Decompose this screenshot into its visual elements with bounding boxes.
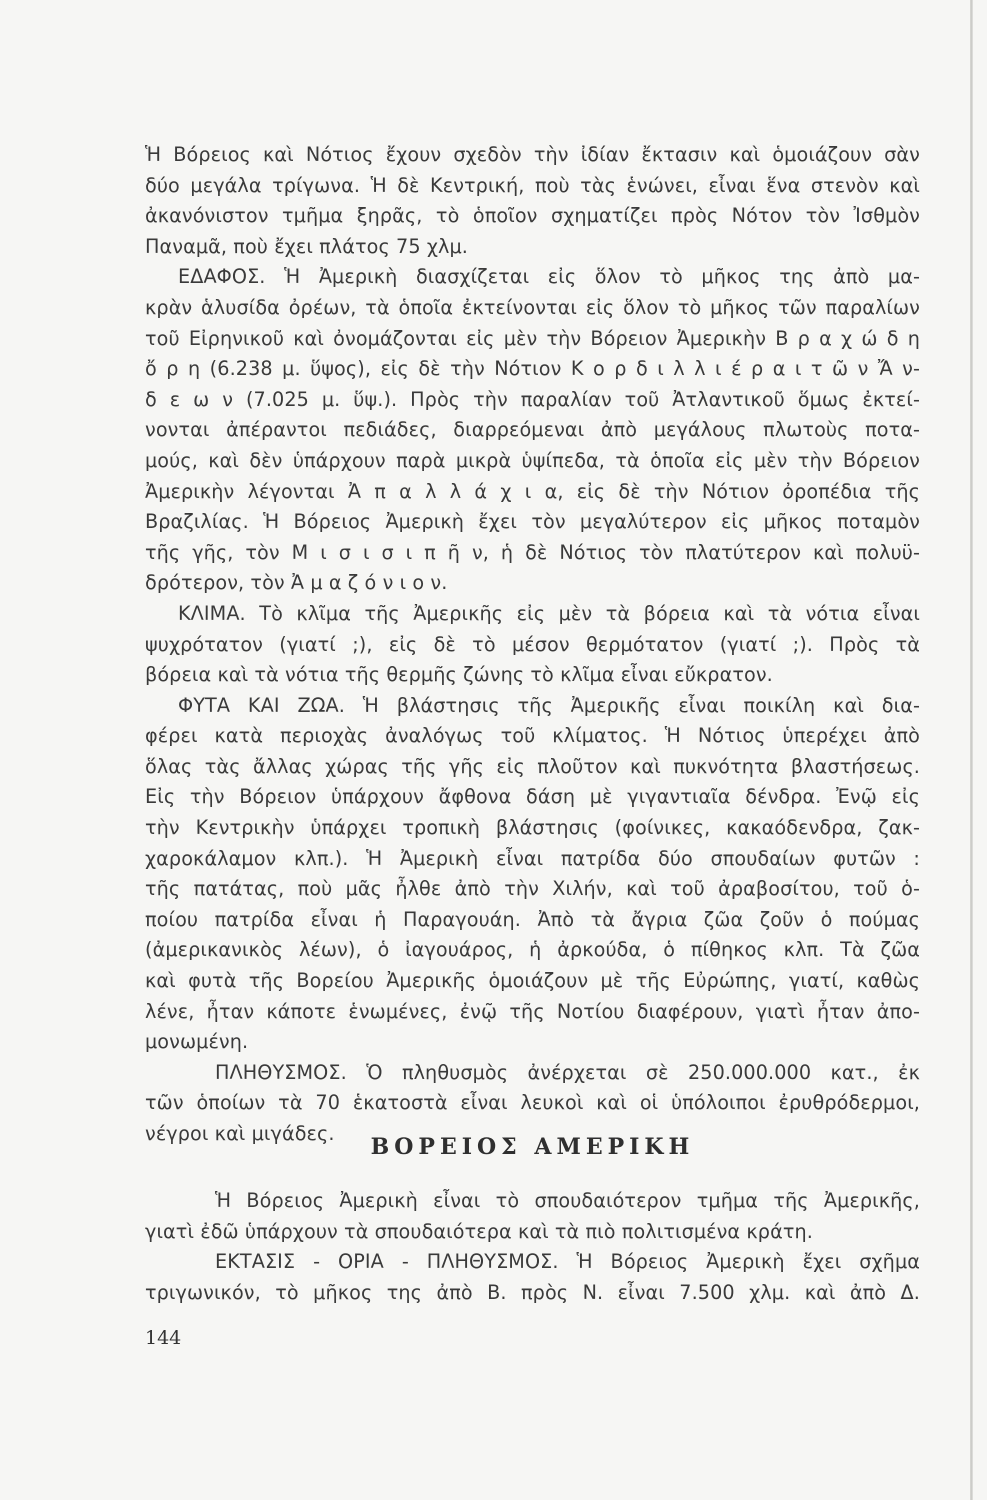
text-line: λένε, ἦταν κάποτε ἑνωμένες, ἐνῷ τῆς Νοτίου διαφέρουν, γιατὶ ἦταν ἀπο- (145, 999, 920, 1023)
scan-edge-shadow (970, 0, 973, 1500)
text-line: Παναμᾶ, ποὺ ἔχει πλάτος 75 χλμ. (145, 234, 468, 258)
text-line: βόρεια καὶ τὰ νότια τῆς θερμῆς ζώνης τὸ κλῖμα εἶναι εὔκρατον. (145, 663, 773, 687)
text-line: τοῦ Εἰρηνικοῦ καὶ ὀνομάζονται εἰς μὲν τὴν Βόρειον Ἀμερικὴν Β ρ α χ ώ δ η (145, 326, 920, 350)
body-text-block-2 (145, 1186, 920, 1308)
text-line: μούς, καὶ δὲν ὑπάρχουν παρὰ μικρὰ ὑψίπεδα, τὰ ὁποῖα εἰς μὲν τὴν Βόρειον (145, 448, 920, 472)
text-line: Ἡ Βόρειος Ἀμερικὴ εἶναι τὸ σπουδαιότερον τμῆμα τῆς Ἀμερικῆς, (215, 1189, 920, 1212)
text-line: (ἀμερικανικὸς λέων), ὁ ἰαγουάρος, ἡ ἀρκούδα, ὁ πίθηκος κλπ. Τὰ ζῶα (145, 938, 920, 962)
text-line: δύο μεγάλα τρίγωνα. Ἡ δὲ Κεντρική, ποὺ τὰς ἑνώνει, εἶναι ἕνα στενὸν καὶ (145, 173, 920, 197)
heading-line-fyta: ΦΥΤΑ ΚΑΙ ΖΩΑ. Ἡ βλάστησις τῆς Ἀμερικῆς εἶναι ποικίλη καὶ δια- (178, 693, 920, 717)
text-line: μονωμένη. (145, 1030, 249, 1054)
text-line: τριγωνικόν, τὸ μῆκος της ἀπὸ Β. πρὸς Ν. εἶναι 7.500 χλμ. καὶ ἀπὸ Δ. (145, 1280, 920, 1304)
text-line: δ ε ω ν (7.025 μ. ὕψ.). Πρὸς τὴν παραλίαν τοῦ Ἀτλαντικοῦ ὅμως ἐκτεί- (145, 387, 920, 411)
text-line: Ἀμερικὴν λέγονται Ἀ π α λ λ ά χ ι α, εἰς δὲ τὴν Νότιον ὀροπέδια τῆς (145, 479, 920, 503)
text-line: Ἡ Βόρειος καὶ Νότιος ἔχουν σχεδὸν τὴν ἰδίαν ἔκτασιν καὶ ὁμοιάζουν σὰν (145, 143, 920, 166)
text-line: ποίου πατρίδα εἶναι ἡ Παραγουάη. Ἀπὸ τὰ ἄγρια ζῶα ζοῦν ὁ πούμας (145, 907, 920, 931)
text-line: νέγροι καὶ μιγάδες. (145, 1122, 335, 1145)
text-line: κρὰν ἁλυσίδα ὀρέων, τὰ ὁποῖα ἐκτείνονται εἰς ὅλον τὸ μῆκος τῶν παραλίων (145, 295, 920, 319)
text-line: καὶ φυτὰ τῆς Βορείου Ἀμερικῆς ὁμοιάζουν μὲ τῆς Εὐρώπης, γιατί, καθὼς (145, 969, 920, 993)
text-line: τὴν Κεντρικὴν ὑπάρχει τροπικὴ βλάστησις (φοίνικες, κακαόδενδρα, ζακ- (145, 816, 920, 840)
heading-line-ektasis: ΕΚΤΑΣΙΣ - ΟΡΙΑ - ΠΛΗΘΥΣΜΟΣ. Ἡ Βόρειος Ἀμερικὴ ἔχει σχῆμα (215, 1250, 920, 1274)
text-line: Εἰς τὴν Βόρειον ὑπάρχουν ἄφθονα δάση μὲ γιγαντιαῖα δένδρα. Ἐνῷ εἰς (145, 785, 920, 809)
text-line: ἀκανόνιστον τμῆμα ξηρᾶς, τὸ ὁποῖον σχηματίζει πρὸς Νότον τὸν Ἰσθμὸν (145, 204, 920, 228)
page-number: 144 (145, 1327, 182, 1349)
heading-line-edafos: ΕΔΑΦΟΣ. Ἡ Ἀμερικὴ διασχίζεται εἰς ὅλον τὸ μῆκος της ἀπὸ μα- (178, 265, 920, 289)
text-line: δρότερον, τὸν Ἀ μ α ζ ό ν ι ο ν. (145, 571, 448, 595)
heading-line-klima: ΚΛΙΜΑ. Τὸ κλῖμα τῆς Ἀμερικῆς εἰς μὲν τὰ βόρεια καὶ τὰ νότια εἶναι (178, 601, 920, 625)
text-line: νονται ἀπέραντοι πεδιάδες, διαρρεόμεναι ἀπὸ μεγάλους πλωτοὺς ποτα- (145, 418, 920, 442)
text-line: γιατὶ ἐδῶ ὑπάρχουν τὰ σπουδαιότερα καὶ τὰ πιὸ πολιτισμένα κράτη. (145, 1219, 813, 1243)
text-line: τῶν ὁποίων τὰ 70 ἑκατοστὰ εἶναι λευκοὶ καὶ οἱ ὑπόλοιποι ἐρυθρόδερμοι, (145, 1091, 920, 1115)
body-text-block (145, 140, 920, 1150)
text-line: τῆς γῆς, τὸν Μ ι σ ι σ ι π ῆ ν, ἡ δὲ Νότιος τὸν πλατύτερον καὶ πολυϋ- (145, 540, 920, 564)
text-line: ὄ ρ η (6.238 μ. ὕψος), εἰς δὲ τὴν Νότιον Κ ο ρ δ ι λ λ ι έ ρ α ι τ ῶ ν Ἄ ν- (145, 357, 920, 381)
text-line: χαροκάλαμον κλπ.). Ἡ Ἀμερικὴ εἶναι πατρίδα δύο σπουδαίων φυτῶν : (145, 846, 920, 870)
section-title: ΒΟΡΕΙΟΣ ΑΜΕΡΙΚΗ (370, 1134, 695, 1160)
text-line: φέρει κατὰ περιοχὰς ἀναλόγως τοῦ κλίματος. Ἡ Νότιος ὑπερέχει ἀπὸ (145, 724, 920, 748)
text-line: ὅλας τὰς ἄλλας χώρας τῆς γῆς εἰς πλοῦτον καὶ πυκνότητα βλαστήσεως. (145, 754, 920, 778)
text-line: ψυχρότατον (γιατί ;), εἰς δὲ τὸ μέσον θερμότατον (γιατί ;). Πρὸς τὰ (145, 632, 920, 656)
heading-line-plithysmos: ΠΛΗΘΥΣΜΟΣ. Ὁ πληθυσμὸς ἀνέρχεται σὲ 250.000.000 κατ., ἐκ (215, 1060, 920, 1084)
text-line: τῆς πατάτας, ποὺ μᾶς ἦλθε ἀπὸ τὴν Χιλήν, καὶ τοῦ ἀραβοσίτου, τοῦ ὁ- (145, 877, 920, 901)
text-line: Βραζιλίας. Ἡ Βόρειος Ἀμερικὴ ἔχει τὸν μεγαλύτερον εἰς μῆκος ποταμὸν (145, 510, 920, 534)
